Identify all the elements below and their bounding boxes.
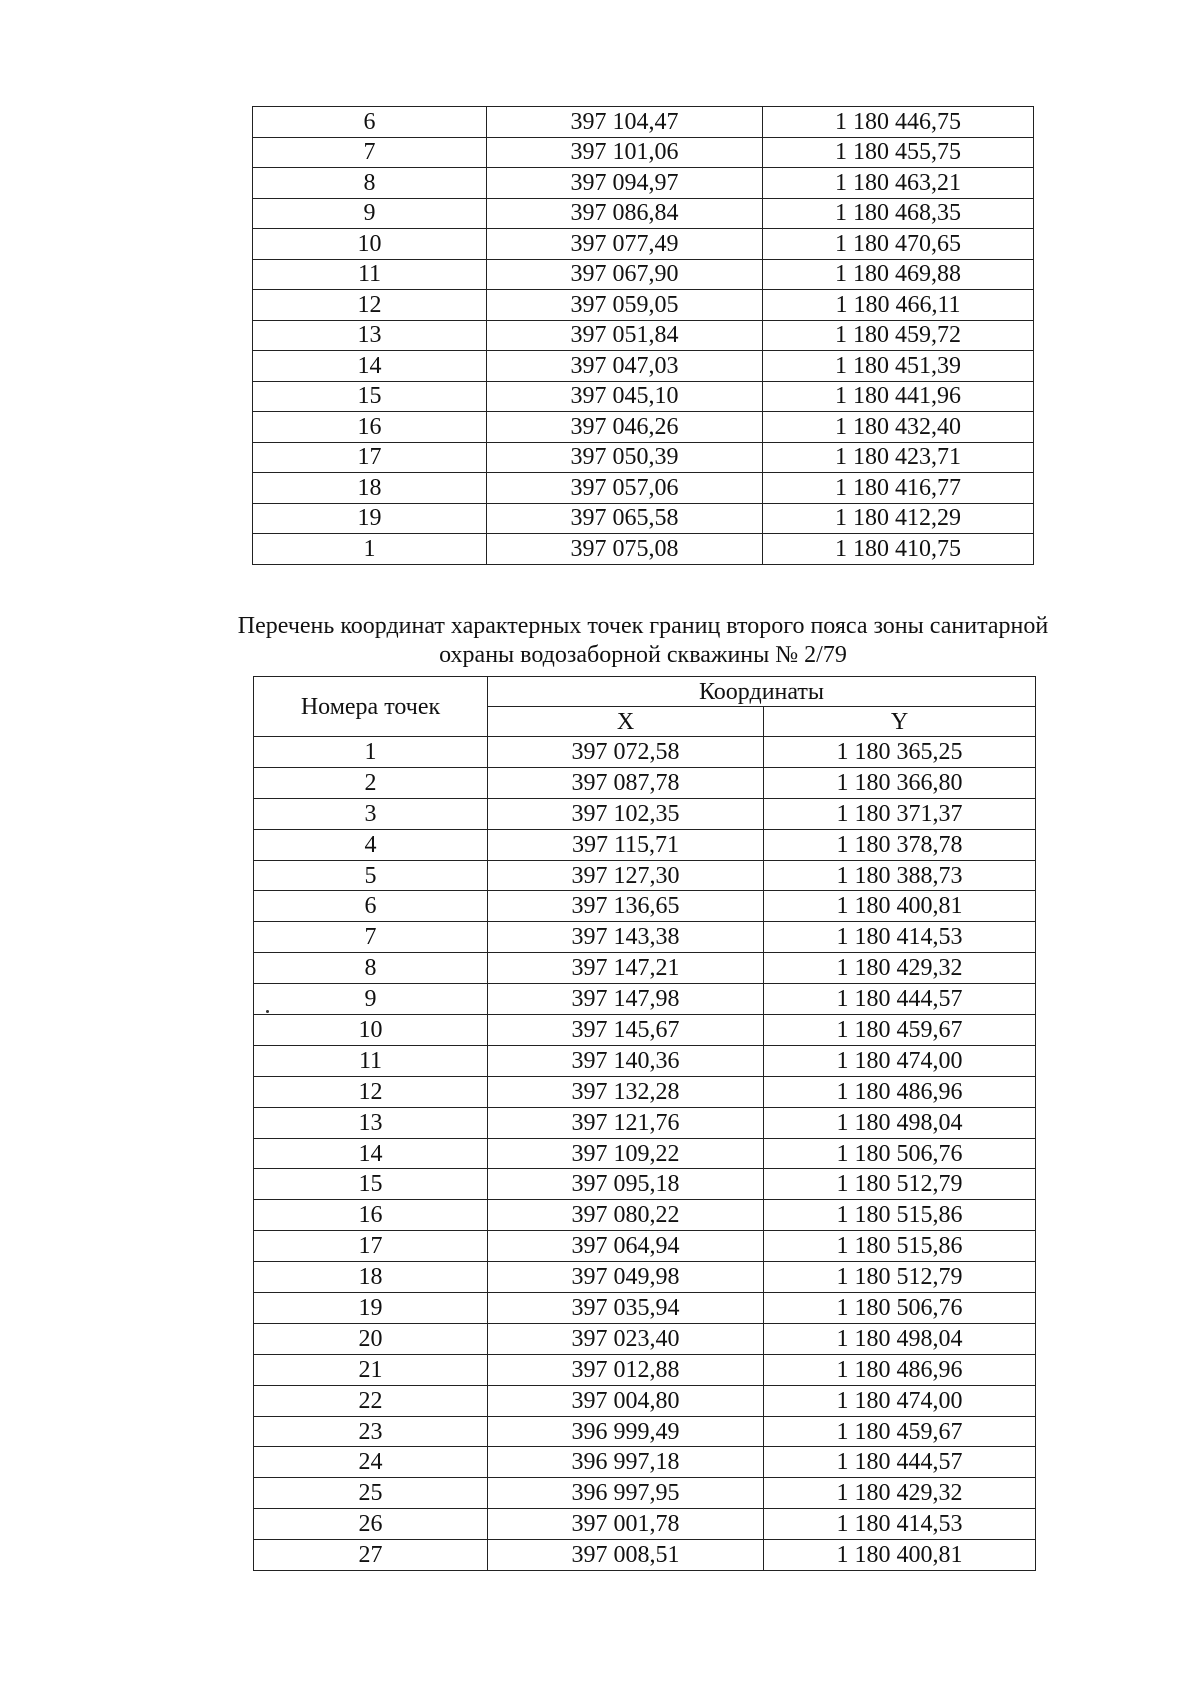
point-number-cell: 3 <box>254 798 488 829</box>
x-coordinate-cell: 397 132,28 <box>488 1076 764 1107</box>
point-number-cell: 12 <box>253 290 487 321</box>
table-row <box>254 1076 1036 1107</box>
table-row <box>254 860 1036 891</box>
y-coordinate-cell: 1 180 515,86 <box>764 1200 1036 1231</box>
y-coordinate-cell: 1 180 400,81 <box>764 1540 1036 1571</box>
x-coordinate-cell: 396 997,95 <box>488 1478 764 1509</box>
x-coordinate-cell: 397 095,18 <box>488 1169 764 1200</box>
x-coordinate-cell: 396 997,18 <box>488 1447 764 1478</box>
point-number-cell: 20 <box>254 1323 488 1354</box>
y-coordinate-cell: 1 180 459,72 <box>763 320 1034 351</box>
y-coordinate-cell: 1 180 400,81 <box>764 891 1036 922</box>
table-row <box>253 534 1034 565</box>
table-row <box>253 473 1034 504</box>
y-coordinate-cell: 1 180 432,40 <box>763 412 1034 443</box>
x-coordinate-cell: 397 023,40 <box>488 1323 764 1354</box>
point-number-cell: 23 <box>254 1416 488 1447</box>
table-row <box>253 168 1034 199</box>
x-coordinate-cell: 397 065,58 <box>487 503 763 534</box>
x-coordinate-cell: 397 008,51 <box>488 1540 764 1571</box>
table-row <box>253 137 1034 168</box>
x-coordinate-cell: 397 136,65 <box>488 891 764 922</box>
table-row <box>254 1045 1036 1076</box>
y-coordinate-cell: 1 180 506,76 <box>764 1138 1036 1169</box>
table-row <box>254 767 1036 798</box>
table-row <box>254 1231 1036 1262</box>
table-row <box>254 1540 1036 1571</box>
y-coordinate-cell: 1 180 463,21 <box>763 168 1034 199</box>
x-coordinate-cell: 397 087,78 <box>488 767 764 798</box>
table-row <box>253 503 1034 534</box>
x-coordinate-cell: 397 012,88 <box>488 1354 764 1385</box>
table-row <box>253 229 1034 260</box>
table-row <box>254 1293 1036 1324</box>
y-coordinate-cell: 1 180 378,78 <box>764 829 1036 860</box>
table-row <box>254 922 1036 953</box>
point-number-cell: 10 <box>253 229 487 260</box>
table-caption-line-1: Перечень координат характерных точек границ второго пояса зоны санитарной <box>237 613 1049 639</box>
table-row <box>253 290 1034 321</box>
point-number-cell: 24 <box>254 1447 488 1478</box>
x-coordinate-cell: 397 049,98 <box>488 1262 764 1293</box>
table-row <box>254 1385 1036 1416</box>
x-coordinate-cell: 397 145,67 <box>488 1015 764 1046</box>
y-coordinate-cell: 1 180 429,32 <box>764 1478 1036 1509</box>
x-coordinate-cell: 397 140,36 <box>488 1045 764 1076</box>
x-coordinate-cell: 397 001,78 <box>488 1509 764 1540</box>
table-row <box>254 1478 1036 1509</box>
table-row <box>254 1169 1036 1200</box>
table-row <box>254 984 1036 1015</box>
y-coordinate-cell: 1 180 423,71 <box>763 442 1034 473</box>
y-coordinate-cell: 1 180 515,86 <box>764 1231 1036 1262</box>
x-coordinate-cell: 397 035,94 <box>488 1293 764 1324</box>
y-coordinate-cell: 1 180 459,67 <box>764 1015 1036 1046</box>
table-row <box>254 1354 1036 1385</box>
point-number-cell: 19 <box>253 503 487 534</box>
point-number-cell: 9 <box>253 198 487 229</box>
y-coordinate-cell: 1 180 388,73 <box>764 860 1036 891</box>
point-number-cell: 8 <box>254 953 488 984</box>
x-coordinate-cell: 397 094,97 <box>487 168 763 199</box>
point-number-cell: 5 <box>254 860 488 891</box>
table-row <box>254 1323 1036 1354</box>
x-coordinate-cell: 397 051,84 <box>487 320 763 351</box>
point-number-cell: 18 <box>254 1262 488 1293</box>
table-row <box>253 442 1034 473</box>
y-coordinate-cell: 1 180 444,57 <box>764 1447 1036 1478</box>
y-coordinate-cell: 1 180 498,04 <box>764 1323 1036 1354</box>
y-coordinate-cell: 1 180 414,53 <box>764 922 1036 953</box>
point-number-cell: 13 <box>254 1107 488 1138</box>
point-number-cell: 1 <box>254 737 488 768</box>
point-number-cell: 11 <box>254 1045 488 1076</box>
y-coordinate-cell: 1 180 371,37 <box>764 798 1036 829</box>
point-number-cell: 12 <box>254 1076 488 1107</box>
point-number-cell: 13 <box>253 320 487 351</box>
x-coordinate-cell: 397 004,80 <box>488 1385 764 1416</box>
coordinates-table-continued <box>252 106 1034 565</box>
table-row <box>254 829 1036 860</box>
point-number-cell: 7 <box>254 922 488 953</box>
point-number-cell: 4 <box>254 829 488 860</box>
point-number-cell: 1 <box>253 534 487 565</box>
point-number-cell: 15 <box>253 381 487 412</box>
x-coordinate-cell: 397 115,71 <box>488 829 764 860</box>
y-coordinate-cell: 1 180 486,96 <box>764 1076 1036 1107</box>
y-coordinate-cell: 1 180 470,65 <box>763 229 1034 260</box>
table-row <box>254 798 1036 829</box>
header-y: Y <box>764 707 1036 737</box>
y-coordinate-cell: 1 180 469,88 <box>763 259 1034 290</box>
table-row <box>254 737 1036 768</box>
table-row <box>253 351 1034 382</box>
y-coordinate-cell: 1 180 474,00 <box>764 1385 1036 1416</box>
x-coordinate-cell: 396 999,49 <box>488 1416 764 1447</box>
table-row <box>254 1447 1036 1478</box>
x-coordinate-cell: 397 046,26 <box>487 412 763 443</box>
y-coordinate-cell: 1 180 474,00 <box>764 1045 1036 1076</box>
point-number-cell: 19 <box>254 1293 488 1324</box>
x-coordinate-cell: 397 067,90 <box>487 259 763 290</box>
table-row <box>253 412 1034 443</box>
point-number-cell: 7 <box>253 137 487 168</box>
point-number-cell: 11 <box>253 259 487 290</box>
x-coordinate-cell: 397 101,06 <box>487 137 763 168</box>
table-row <box>253 107 1034 138</box>
point-number-cell: 26 <box>254 1509 488 1540</box>
x-coordinate-cell: 397 059,05 <box>487 290 763 321</box>
x-coordinate-cell: 397 147,21 <box>488 953 764 984</box>
y-coordinate-cell: 1 180 455,75 <box>763 137 1034 168</box>
x-coordinate-cell: 397 102,35 <box>488 798 764 829</box>
x-coordinate-cell: 397 050,39 <box>487 442 763 473</box>
table-row <box>254 1200 1036 1231</box>
x-coordinate-cell: 397 045,10 <box>487 381 763 412</box>
x-coordinate-cell: 397 147,98 <box>488 984 764 1015</box>
x-coordinate-cell: 397 109,22 <box>488 1138 764 1169</box>
point-number-cell: 25 <box>254 1478 488 1509</box>
table-row <box>254 891 1036 922</box>
x-coordinate-cell: 397 075,08 <box>487 534 763 565</box>
point-number-cell: 14 <box>253 351 487 382</box>
point-number-cell: 10 <box>254 1015 488 1046</box>
table-row <box>254 953 1036 984</box>
y-coordinate-cell: 1 180 468,35 <box>763 198 1034 229</box>
point-number-cell: 8 <box>253 168 487 199</box>
y-coordinate-cell: 1 180 412,29 <box>763 503 1034 534</box>
y-coordinate-cell: 1 180 365,25 <box>764 737 1036 768</box>
x-coordinate-cell: 397 086,84 <box>487 198 763 229</box>
x-coordinate-cell: 397 077,49 <box>487 229 763 260</box>
y-coordinate-cell: 1 180 498,04 <box>764 1107 1036 1138</box>
table-row <box>254 1262 1036 1293</box>
coordinates-table-header <box>254 677 1036 737</box>
header-x: X <box>488 707 764 737</box>
x-coordinate-cell: 397 057,06 <box>487 473 763 504</box>
table-caption <box>150 612 1136 670</box>
coordinates-table-continued-body <box>253 107 1034 565</box>
y-coordinate-cell: 1 180 444,57 <box>764 984 1036 1015</box>
coordinates-table-zone-2-body <box>254 737 1036 1571</box>
y-coordinate-cell: 1 180 441,96 <box>763 381 1034 412</box>
header-point-numbers: Номера точек <box>254 677 488 737</box>
table-row <box>254 1138 1036 1169</box>
table-row <box>254 1107 1036 1138</box>
x-coordinate-cell: 397 064,94 <box>488 1231 764 1262</box>
table-row <box>254 1509 1036 1540</box>
x-coordinate-cell: 397 127,30 <box>488 860 764 891</box>
y-coordinate-cell: 1 180 486,96 <box>764 1354 1036 1385</box>
table-row <box>253 320 1034 351</box>
point-number-cell: 16 <box>253 412 487 443</box>
point-number-cell: 22 <box>254 1385 488 1416</box>
point-number-cell: 15 <box>254 1169 488 1200</box>
point-number-cell: 16 <box>254 1200 488 1231</box>
y-coordinate-cell: 1 180 451,39 <box>763 351 1034 382</box>
y-coordinate-cell: 1 180 446,75 <box>763 107 1034 138</box>
y-coordinate-cell: 1 180 466,11 <box>763 290 1034 321</box>
header-coordinates: Координаты <box>488 677 1036 707</box>
y-coordinate-cell: 1 180 459,67 <box>764 1416 1036 1447</box>
table-row <box>254 1416 1036 1447</box>
point-number-cell: 6 <box>254 891 488 922</box>
table-row <box>254 1015 1036 1046</box>
x-coordinate-cell: 397 047,03 <box>487 351 763 382</box>
y-coordinate-cell: 1 180 410,75 <box>763 534 1034 565</box>
y-coordinate-cell: 1 180 366,80 <box>764 767 1036 798</box>
point-number-cell: 6 <box>253 107 487 138</box>
stray-mark <box>266 1010 269 1013</box>
table-row <box>253 198 1034 229</box>
point-number-cell: 9 <box>254 984 488 1015</box>
y-coordinate-cell: 1 180 414,53 <box>764 1509 1036 1540</box>
point-number-cell: 27 <box>254 1540 488 1571</box>
point-number-cell: 17 <box>253 442 487 473</box>
table-row <box>253 381 1034 412</box>
x-coordinate-cell: 397 104,47 <box>487 107 763 138</box>
table-caption-line-2: охраны водозаборной скважины № 2/79 <box>439 642 847 668</box>
x-coordinate-cell: 397 121,76 <box>488 1107 764 1138</box>
y-coordinate-cell: 1 180 512,79 <box>764 1169 1036 1200</box>
x-coordinate-cell: 397 143,38 <box>488 922 764 953</box>
point-number-cell: 21 <box>254 1354 488 1385</box>
x-coordinate-cell: 397 080,22 <box>488 1200 764 1231</box>
y-coordinate-cell: 1 180 506,76 <box>764 1293 1036 1324</box>
y-coordinate-cell: 1 180 416,77 <box>763 473 1034 504</box>
x-coordinate-cell: 397 072,58 <box>488 737 764 768</box>
point-number-cell: 14 <box>254 1138 488 1169</box>
point-number-cell: 2 <box>254 767 488 798</box>
y-coordinate-cell: 1 180 429,32 <box>764 953 1036 984</box>
y-coordinate-cell: 1 180 512,79 <box>764 1262 1036 1293</box>
coordinates-table-zone-2 <box>253 676 1036 1571</box>
point-number-cell: 18 <box>253 473 487 504</box>
table-row <box>253 259 1034 290</box>
point-number-cell: 17 <box>254 1231 488 1262</box>
